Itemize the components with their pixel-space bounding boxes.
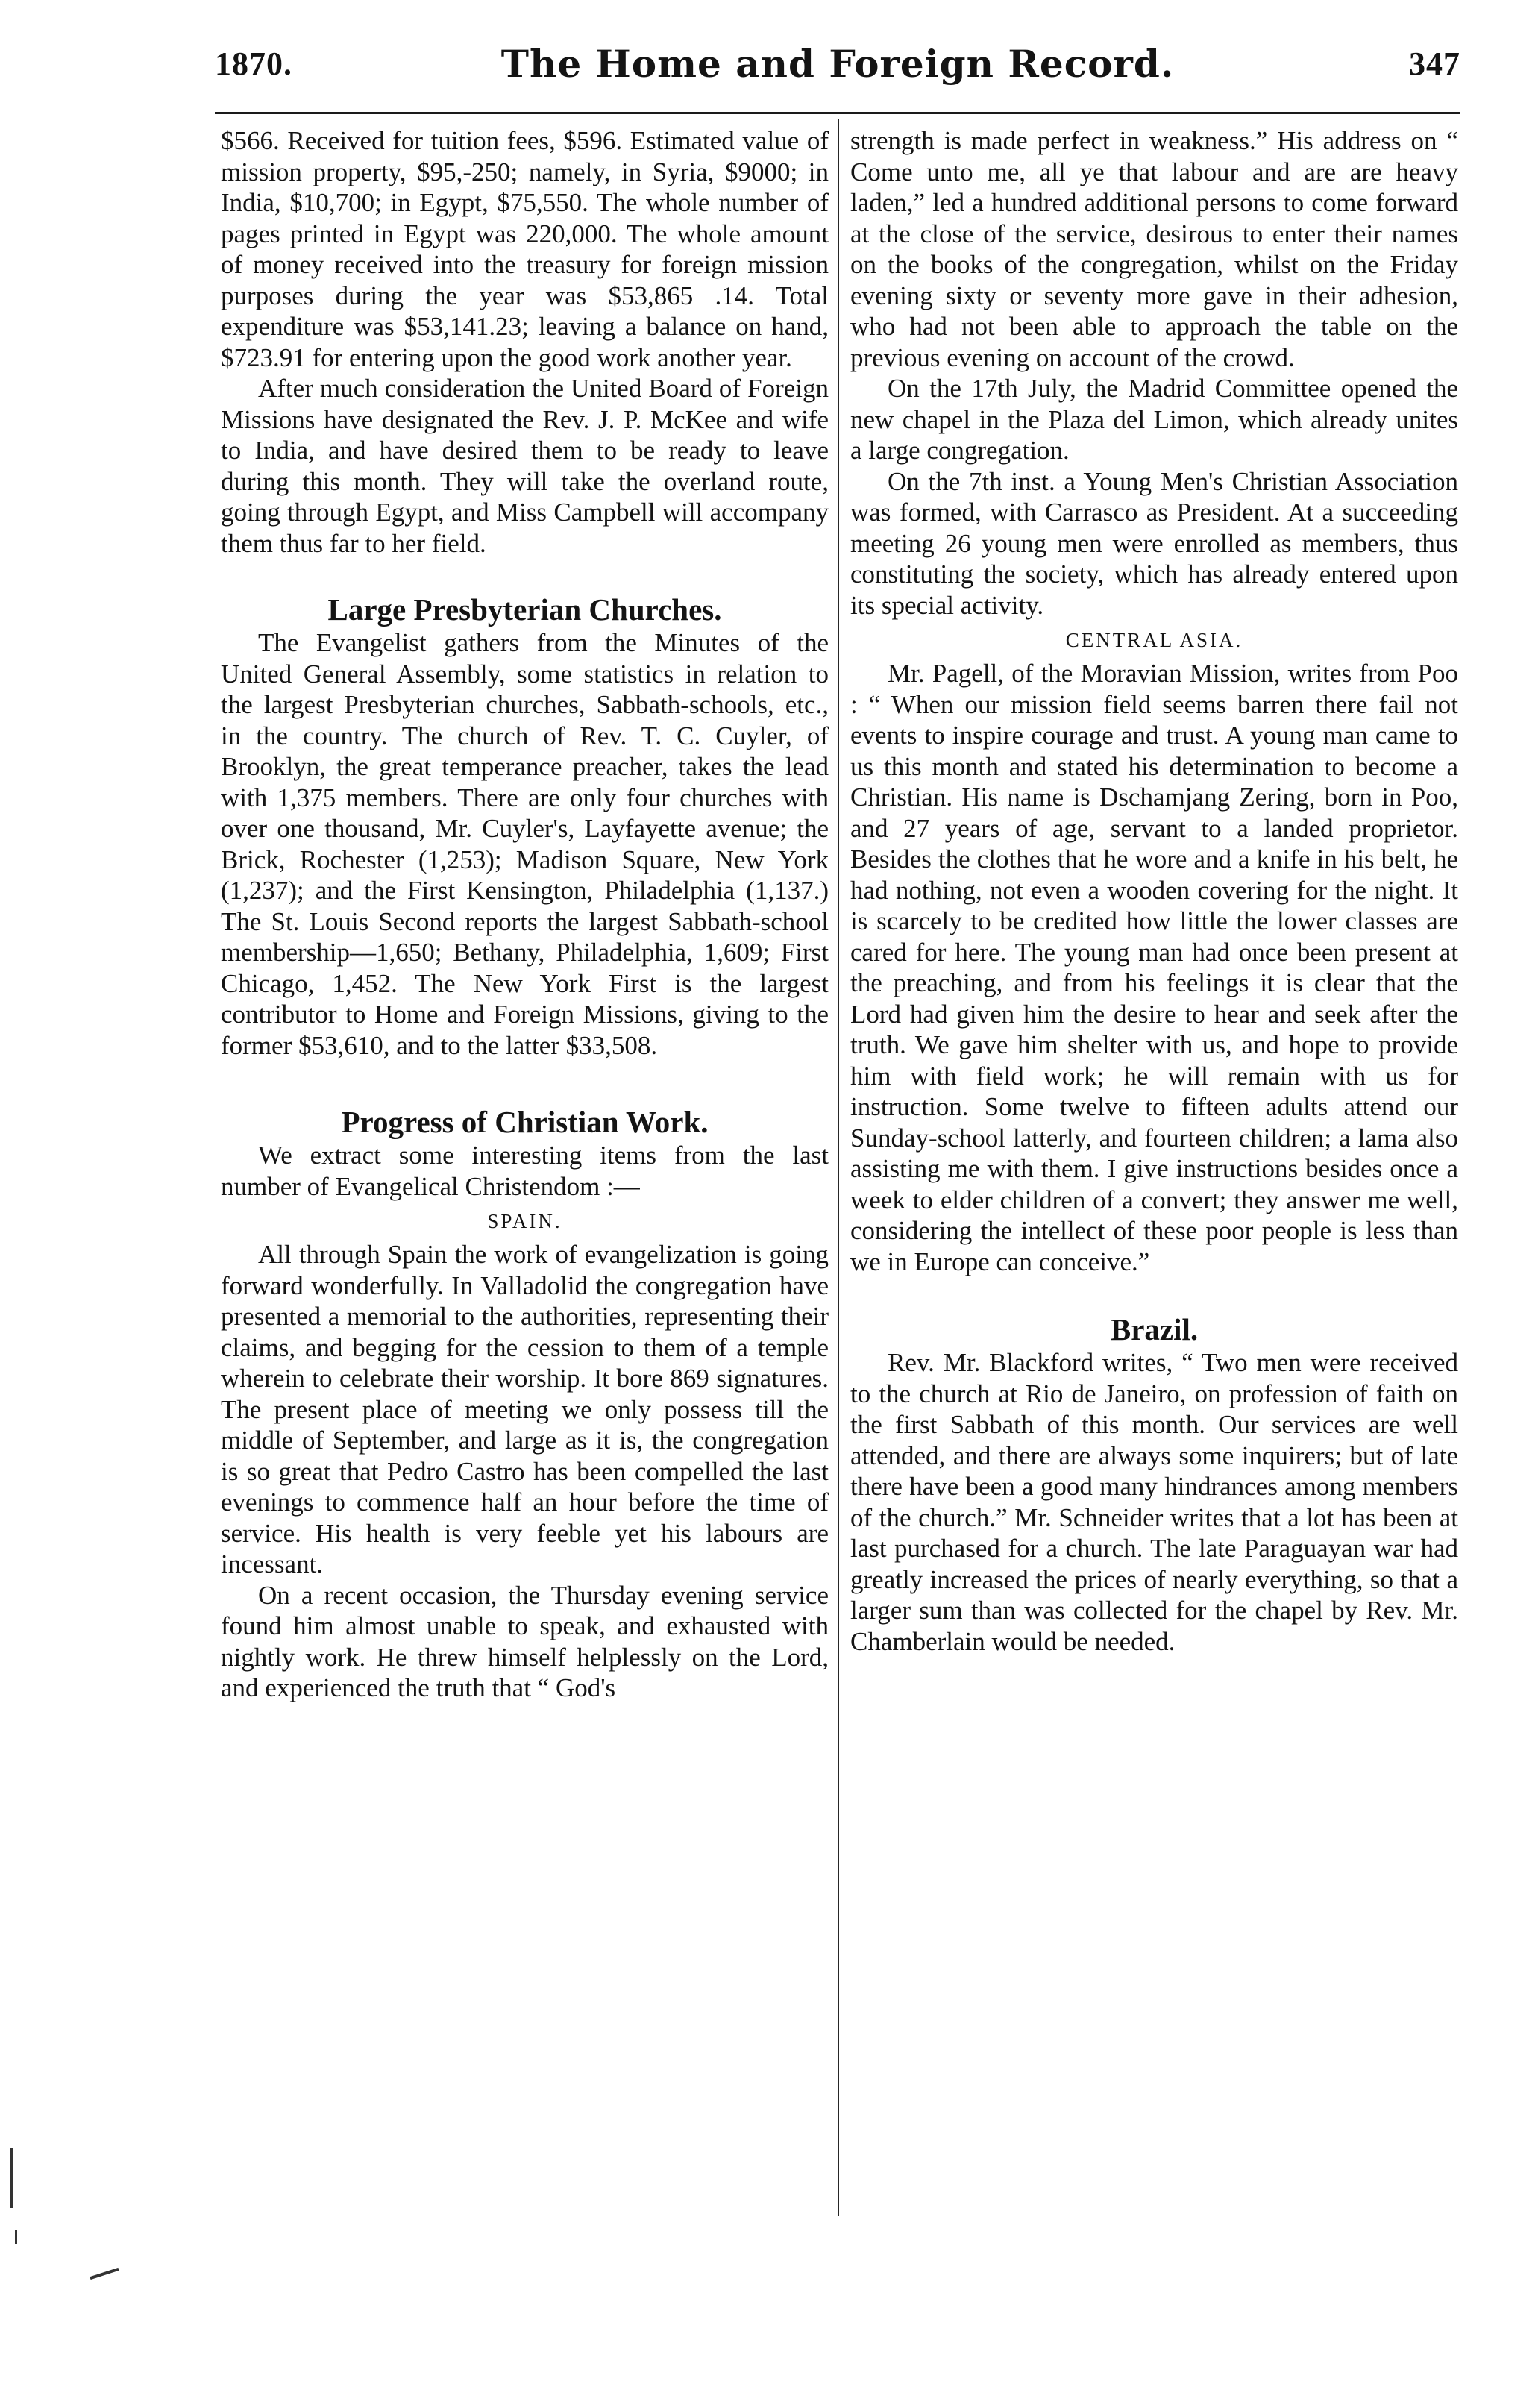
header-rule [215, 112, 1460, 114]
header-year: 1870. [215, 46, 292, 82]
brazil-paragraph: Rev. Mr. Blackford writes, “ Two men were received to the church at Rio de Janeiro, on profession of faith on the first Sabbath of this month. Our services are well attended, and there are always some inquirers; but of late there have been a good many hindrances among members of the church.” Mr. Schneider writes that a lot has been at last purchased for a church. The late Paraguayan war had greatly increased the prices of nearly everything, so that a larger sum than was collected for the chapel by Rev. Mr. Chamberlain would be needed. [850, 1348, 1458, 1656]
mission-finances-paragraph: $566. Received for tuition fees, $596. Estimated value of mission property, $95,-250; namely, in Syria, $9000; in India, $10,700; in Egypt, $75,550. The whole number of pages printed in Egypt was 220,000. The whole amount of money received into the treasury for foreign mission purposes during the year was $53,865 .14. Total expenditure was $53,141.23; leaving a balance on hand, $723.91 for entering upon the good work another year. [221, 126, 829, 372]
spain-paragraph-1: All through Spain the work of evangelization is going forward wonderfully. In Valladolid the congregation have presented a memorial to the authorities, representing their claims, and begging for the cession to them of a temple wherein to celebrate their worship. It bore 869 signatures. The present place of meeting we only possess till the middle of September, and large as it is, the congregation is so great that Pedro Castro has been compelled the last evenings to commence half an hour before the time of service. His health is very feeble yet his labours are incessant. [221, 1240, 829, 1578]
journal-title: The Home and Foreign Record. [500, 42, 1175, 86]
subhead-central-asia: CENTRAL ASIA. [1065, 629, 1243, 651]
presbyterian-paragraph: The Evangelist gathers from the Minutes of the United General Assembly, some statistics in relation to the largest Presbyterian churches, Sabbath-schools, etc., in the country. The church of Rev. T. C. Cuyler, of Brooklyn, the great temperance preacher, takes the lead with 1,375 members. There are only four churches with over one thousand, Mr. Cuyler's, Layfayette avenue; the Brick, Rochester (1,253); Madison Square, New York (1,237); and the First Kensington, Philadelphia (1,137.) The St. Louis Second reports the largest Sabbath-school membership—1,650; Bethany, Philadelphia, 1,609; First Chicago, 1,452. The New York First is the largest contributor to Home and Foreign Missions, giving to the former $53,610, and to the latter $33,508. [221, 628, 829, 1060]
page-number: 347 [1409, 46, 1460, 82]
spain-paragraph-2-end: strength is made perfect in weakness.” His address on “ Come unto me, all ye that labour and are are heavy laden,” led a hundred additional persons to come forward at the close of the service, desirous to enter their names on the books of the congregation, whilst on the Friday evening sixty or seventy more gave in their adhesion, who had not been able to approach the table on the previous evening on account of the crowd. [850, 126, 1458, 372]
page-header [215, 39, 1460, 98]
spain-paragraph-2-start: On a recent occasion, the Thursday evening service found him almost unable to speak, and exhausted with nightly work. He threw himself helplessly on the Lord, and experienced the truth that “ God's [221, 1580, 829, 1702]
right-column [850, 125, 1458, 1657]
ymca-paragraph: On the 7th inst. a Young Men's Christian Association was formed, with Carrasco as President. At a succeeding meeting 26 young men were enrolled as members, thus constituting the society, which has already entered upon its special activity. [850, 466, 1458, 620]
central-asia-paragraph: Mr. Pagell, of the Moravian Mission, writes from Poo : “ When our mission field seems barren there fail not events to inspire courage and trust. A young man came to us this month and stated his determination to become a Christian. His name is Dschamjang Zering, born in Poo, and 27 years of age, servant to a landed proprietor. Besides the clothes that he wore and a knife in his belt, he had nothing, not even a wooden covering for the night. It is scarcely to be credited how little the lower classes are cared for here. The young man had once been present at the preaching, and from his feelings it is clear that the Lord had given him the desire to hear and seek after the truth. We gave him shelter with us, and hope to provide him with field work; he will remain with us for instruction. Some twelve to fifteen adults attend our Sunday-school latterly, and fourteen children; a lama also assisting me with them. I give instructions besides once a week to elder children of a convert; they answer me well, considering the intellect of these poor people is less than we in Europe can conceive.” [850, 659, 1458, 1276]
progress-intro-paragraph: We extract some interesting items from the last number of Evangelical Christendom :— [221, 1141, 829, 1201]
heading-progress-christian-work: Progress of Christian Work. [341, 1105, 709, 1139]
margin-mark [15, 2230, 17, 2244]
margin-mark [90, 2268, 119, 2280]
madrid-paragraph: On the 17th July, the Madrid Committee opened the new chapel in the Plaza del Limon, which already unites a large congregation. [850, 374, 1458, 465]
margin-mark [10, 2148, 13, 2208]
left-column [221, 125, 829, 1704]
heading-brazil: Brazil. [1110, 1312, 1199, 1346]
board-paragraph: After much consideration the United Board of Foreign Missions have designated the Rev. J. P. McKee and wife to India, and have desired them to be ready to leave during this month. They will take the overland route, going through Egypt, and Miss Campbell will accompany them thus far to her field. [221, 374, 829, 558]
subhead-spain: SPAIN. [487, 1210, 562, 1232]
column-divider [838, 119, 839, 2216]
heading-presbyterian-churches: Large Presbyterian Churches. [327, 592, 722, 627]
